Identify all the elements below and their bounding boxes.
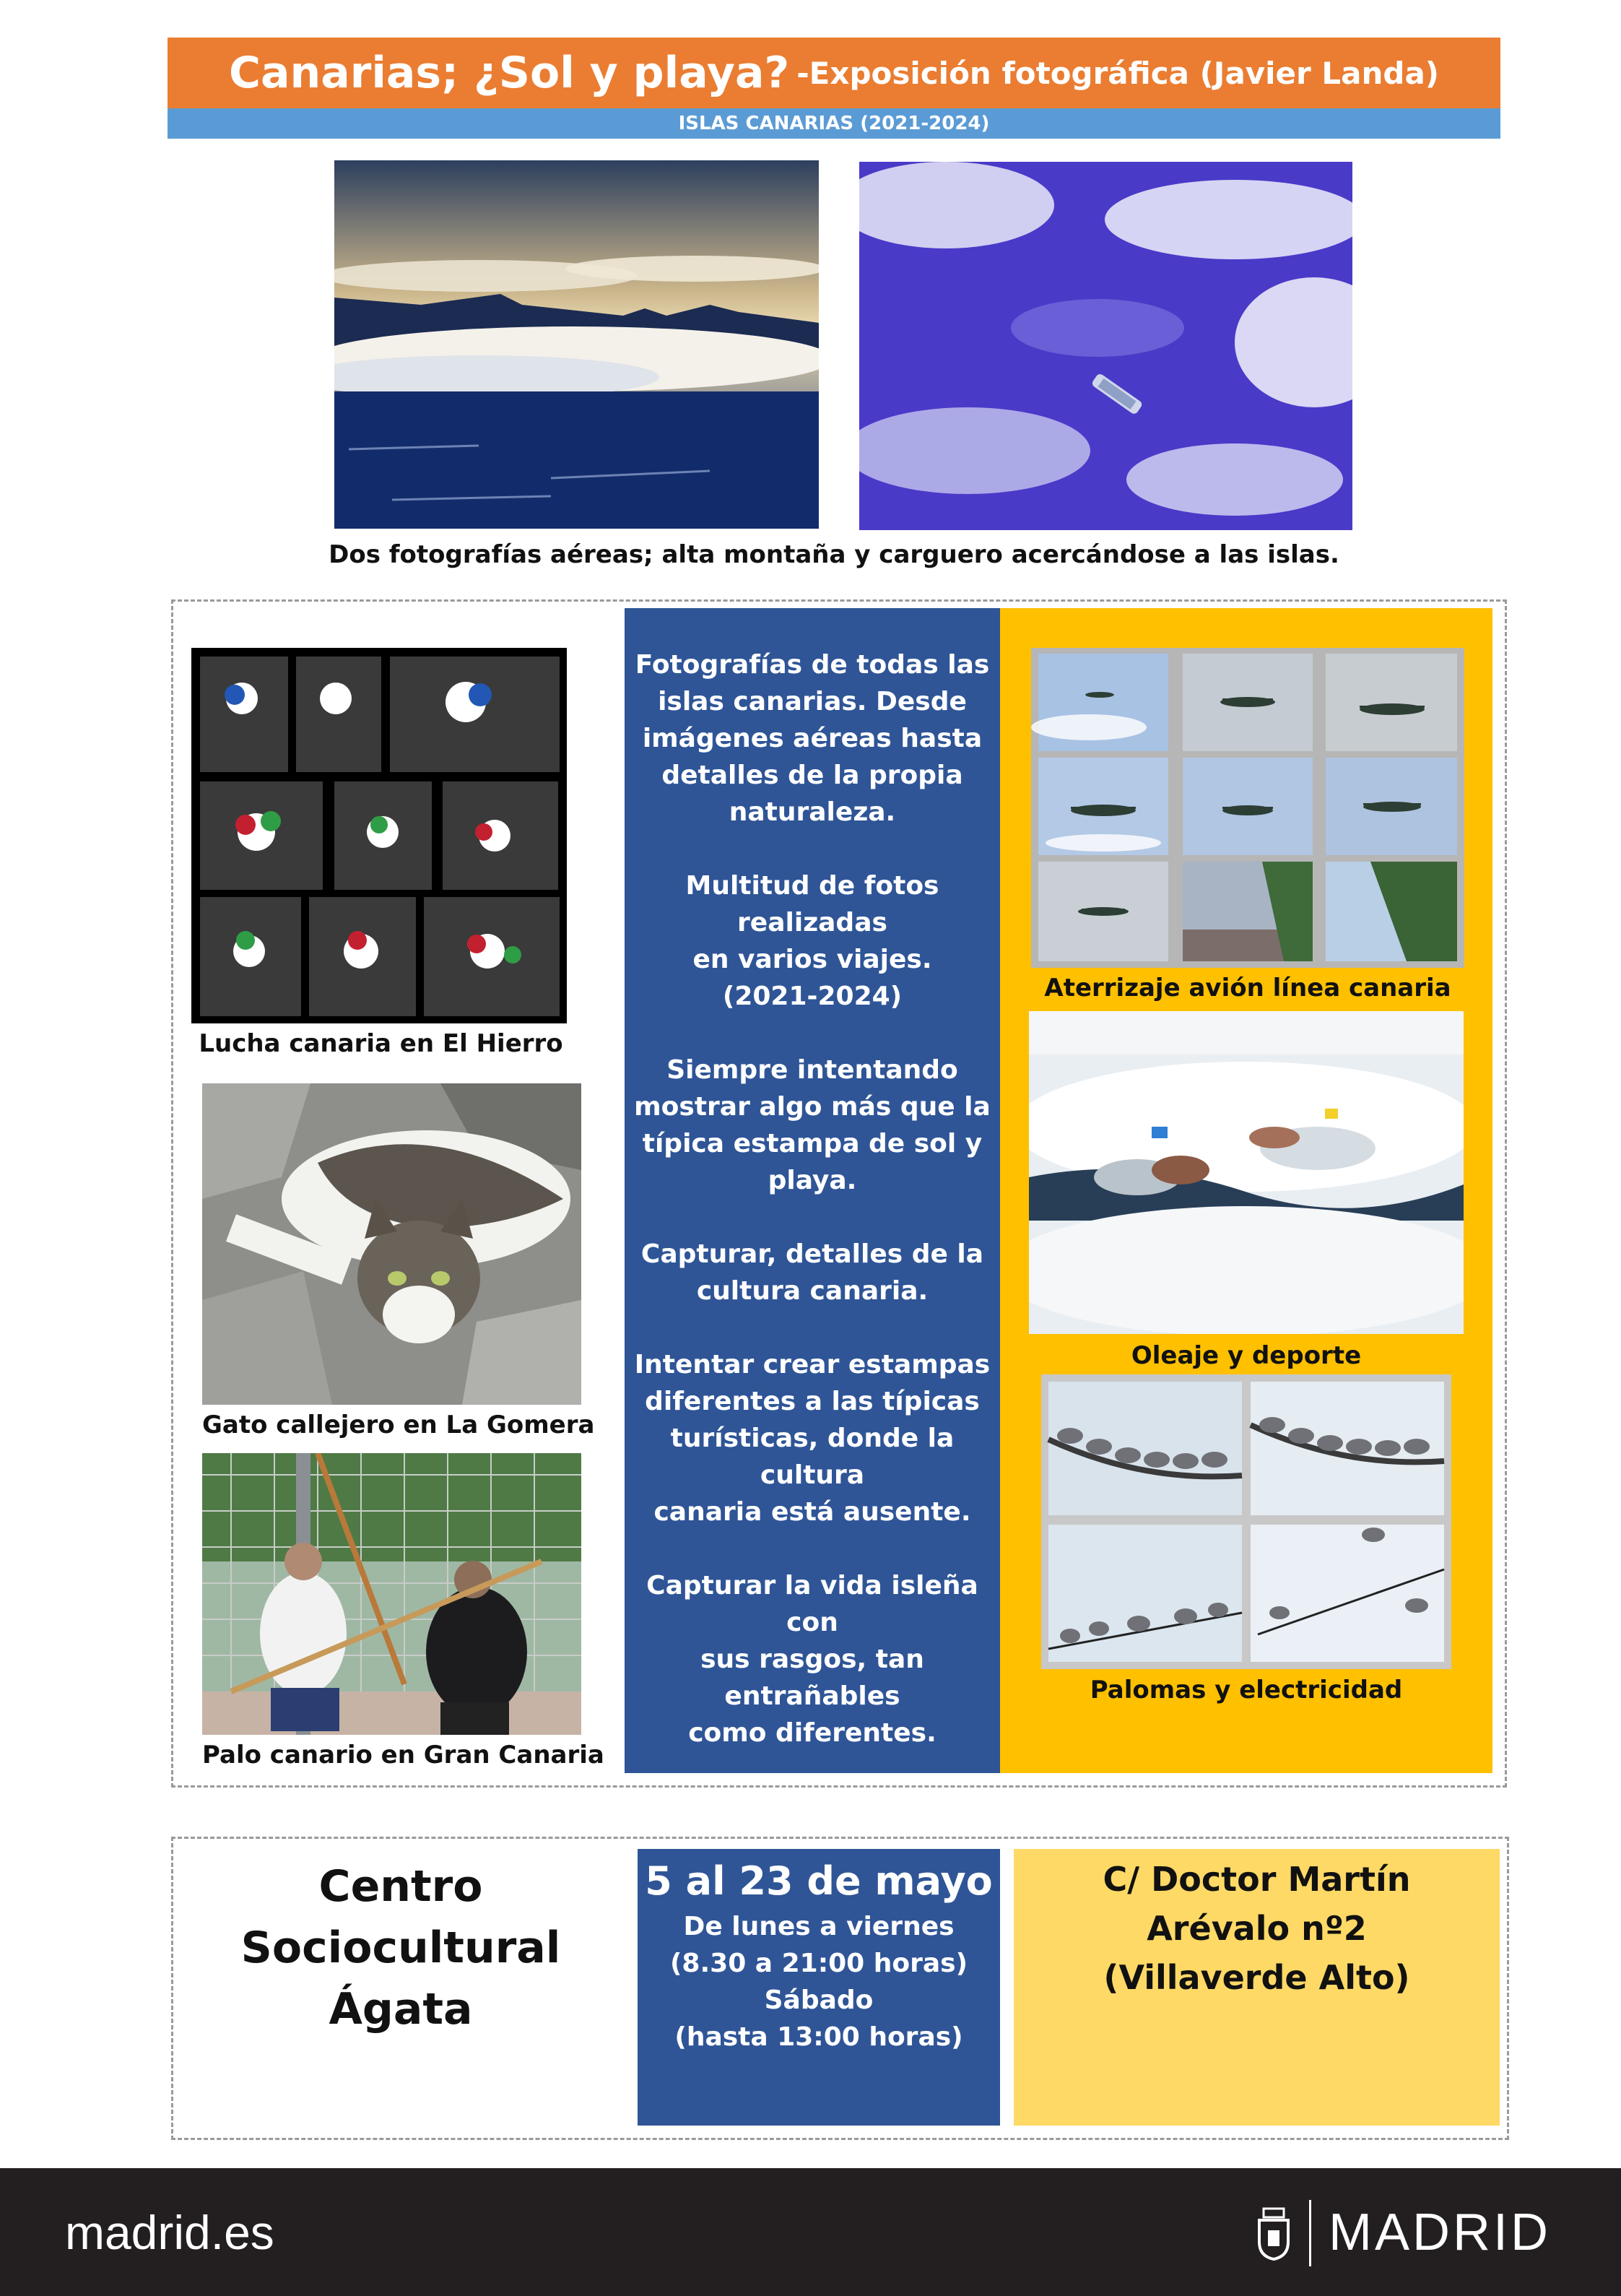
avion-caption: Aterrizaje avión línea canaria bbox=[1044, 974, 1451, 1002]
center-paragraph: Siempre intentando mostrar algo más que la típica estampa de sol y playa. bbox=[634, 1055, 991, 1195]
palomas-caption: Palomas y electricidad bbox=[1090, 1676, 1403, 1704]
header-dates: ISLAS CANARIAS (2021-2024) bbox=[678, 113, 990, 134]
footer-site-link[interactable]: madrid.es bbox=[65, 2205, 274, 2259]
header-sub-bar bbox=[168, 108, 1500, 139]
poster-title: Canarias; ¿Sol y playa? bbox=[229, 48, 790, 98]
footer-bar bbox=[0, 2168, 1621, 2296]
photo-palomas-grid bbox=[1041, 1374, 1451, 1669]
gato-caption: Gato callejero en La Gomera bbox=[202, 1411, 595, 1439]
photo-lucha-canaria bbox=[191, 648, 567, 1023]
photo-oleaje-deporte bbox=[1029, 1011, 1464, 1334]
poster-subtitle: -Exposición fotográfica (Javier Landa) bbox=[796, 55, 1439, 91]
photo-aerial-mountain bbox=[334, 160, 819, 529]
center-paragraph: Multitud de fotos realizadas en varios viajes. (2021-2024) bbox=[685, 871, 939, 1011]
venue-name: Centro Sociocultural Ágata bbox=[240, 1861, 561, 2035]
dates-title: 5 al 23 de mayo bbox=[645, 1858, 993, 1904]
center-paragraph: Capturar, detalles de la cultura canaria. bbox=[640, 1239, 984, 1306]
madrid-crest-icon bbox=[1255, 2206, 1292, 2261]
footer-brand: MADRID bbox=[1329, 2203, 1551, 2261]
header-title-bar bbox=[168, 38, 1500, 108]
dates-box bbox=[638, 1849, 1000, 2126]
venue-box bbox=[181, 1849, 621, 2123]
photo-palo-canario bbox=[202, 1453, 581, 1735]
photo-gato-callejero bbox=[202, 1083, 581, 1405]
address-box bbox=[1014, 1849, 1500, 2126]
palo-caption: Palo canario en Gran Canaria bbox=[202, 1741, 604, 1769]
center-text bbox=[625, 646, 1000, 1788]
center-paragraph: Intentar crear estampas diferentes a las típicas turísticas, donde la cultura canaria está ausente. bbox=[634, 1350, 991, 1527]
lucha-caption: Lucha canaria en El Hierro bbox=[199, 1029, 563, 1058]
center-paragraph: Capturar la vida isleña con sus rasgos, tan entrañables como diferentes. bbox=[646, 1571, 978, 1748]
center-paragraph: Fotografías de todas las islas canarias. Desde imágenes aéreas hasta detalles de la propia naturaleza. bbox=[635, 650, 990, 827]
footer-divider bbox=[1309, 2200, 1311, 2266]
dates-detail: De lunes a viernes (8.30 a 21:00 horas) Sábado (hasta 13:00 horas) bbox=[669, 1912, 968, 2052]
address: C/ Doctor Martín Arévalo nº2 (Villaverde Alto) bbox=[1103, 1860, 1411, 1997]
oleaje-caption: Oleaje y deporte bbox=[1131, 1341, 1362, 1370]
top-photos-caption: Dos fotografías aéreas; alta montaña y carguero acercándose a las islas. bbox=[329, 540, 1339, 569]
photo-avion-grid bbox=[1031, 648, 1464, 968]
photo-aerial-cargo-ship bbox=[859, 162, 1352, 530]
